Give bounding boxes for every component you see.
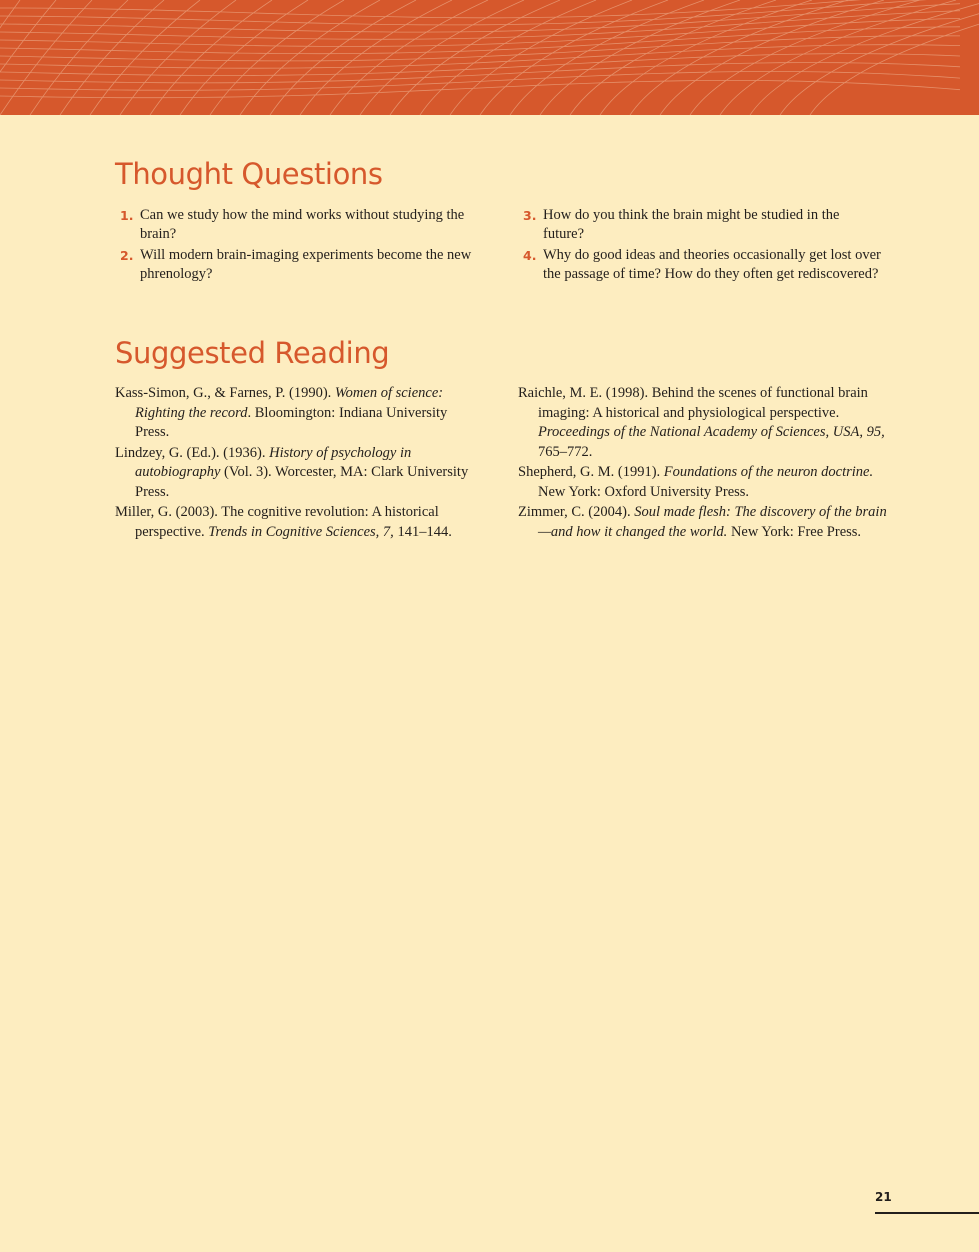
ref-text: Miller, G. (2003). The cognitive revolution: A historical perspective. — [115, 504, 439, 540]
ref-text: . Bloomington: Indiana University Press. — [135, 404, 448, 440]
question-item — [115, 206, 480, 244]
reference-entry — [115, 503, 475, 542]
reference-entry — [115, 384, 475, 443]
ref-text: 765–772. — [538, 443, 593, 460]
ref-text: New York: Free Press. — [727, 523, 862, 540]
ref-title: Soul made flesh: The discovery of the brain—and how it changed the world. — [538, 504, 887, 540]
reference-entry — [518, 503, 890, 542]
questions-column-left — [115, 206, 480, 286]
question-text: Can we study how the mind works without studying the brain? — [140, 207, 465, 242]
ref-title: Women of science: Righting the record — [135, 385, 444, 421]
question-number: 2. — [120, 248, 134, 263]
questions-column-right — [518, 206, 883, 286]
question-number: 3. — [523, 208, 537, 223]
ref-text: 141–144. — [393, 523, 452, 540]
ref-title: Proceedings of the National Academy of Sciences, USA, 95, — [538, 424, 885, 440]
question-number: 4. — [523, 248, 537, 263]
ref-text: Raichle, M. E. (1998). Behind the scenes of functional brain imaging: A historical and physiological perspective. — [518, 385, 868, 421]
question-item — [115, 246, 480, 284]
ref-text: Zimmer, C. (2004). — [518, 504, 635, 520]
ref-title: Trends in Cognitive Sciences, 7, — [208, 523, 394, 540]
reference-entry — [518, 463, 890, 502]
page-number: 21 — [875, 1190, 892, 1204]
ref-text: New York: Oxford University Press. — [538, 483, 750, 500]
ref-text: Shepherd, G. M. (1991). — [518, 464, 664, 480]
reading-column-left — [115, 384, 475, 543]
question-text: How do you think the brain might be studied in the future? — [543, 207, 840, 242]
reading-column-right — [518, 384, 890, 543]
page-number-rule — [875, 1212, 979, 1214]
thought-questions-title: Thought Questions — [115, 157, 383, 191]
question-item — [518, 246, 883, 284]
ref-title: Foundations of the neuron doctrine. — [663, 464, 874, 480]
ref-text: Kass-Simon, G., & Farnes, P. (1990). — [115, 385, 335, 401]
ref-text: (Vol. 3). Worcester, MA: Clark University Press. — [135, 464, 469, 500]
reference-entry — [518, 384, 890, 462]
question-number: 1. — [120, 208, 134, 223]
question-text: Will modern brain-imaging experiments become the new phrenology? — [140, 247, 472, 282]
header-banner — [0, 0, 979, 115]
question-item — [518, 206, 883, 244]
question-text: Why do good ideas and theories occasionally get lost over the passage of time? How do they often get rediscovered? — [543, 247, 881, 282]
ref-title: History of psychology in autobiography — [135, 444, 412, 480]
suggested-reading-title: Suggested Reading — [115, 336, 390, 370]
reference-entry — [115, 444, 475, 503]
ref-text: Lindzey, G. (Ed.). (1936). — [115, 444, 270, 461]
wave-grid-pattern — [0, 0, 979, 115]
